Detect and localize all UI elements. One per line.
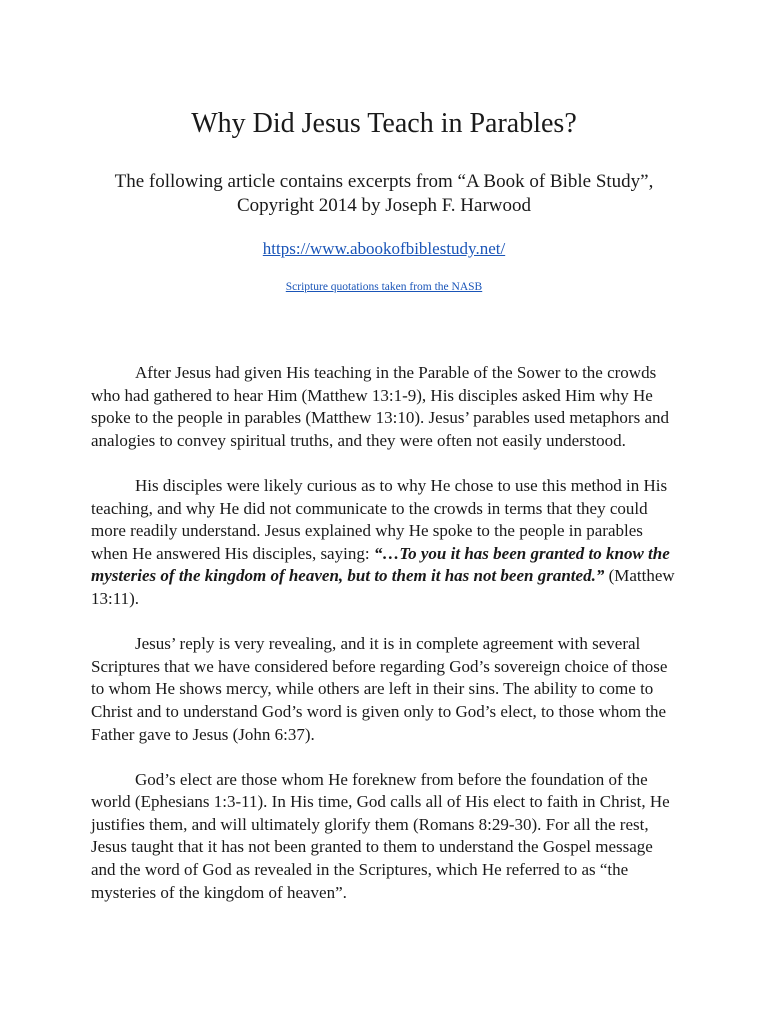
paragraph-3: Jesus’ reply is very revealing, and it is in complete agreement with several Scriptures that we have considered before regarding God’s sovereign choice of those to whom He shows mercy, while others are left in their sins. The ability to come to Christ and to understand God’s word is given only to God’s elect, to those whom the Father gave to Jesus (John 6:37). (91, 634, 668, 744)
paragraph-2-text: His disciples were likely curious as to why He chose to use this method in His teaching, and why He did not communicate to the crowds in terms that they could more readily understand. Jesus explained why He spoke to the people in parables when He answered His disciples, saying: (91, 475, 668, 563)
page-title: Why Did Jesus Teach in Parables? (191, 108, 577, 139)
paragraph-4: God’s elect are those whom He foreknew from before the foundation of the world (Ephesians 1:3-11). In His time, God calls all of His elect to faith in Christ, He justifies them, and will ultimately glorify them (Romans 8:29-30). For all the rest, Jesus taught that it has not been granted to them to understand the Gospel message and the word of God as revealed in the Scriptures, which He referred to as “the mysteries of the kingdom of heaven”. (91, 769, 670, 902)
article-body (91, 362, 681, 927)
site-link-container (0, 238, 768, 260)
scripture-note-link[interactable]: Scripture quotations taken from the NASB (285, 281, 483, 293)
scripture-quote: “…To you it has been granted to know the mysteries of the kingdom of heaven, but to them it has not been granted.” (91, 543, 670, 586)
paragraph-2 (91, 475, 681, 611)
subtitle-line-1: The following article contains excerpts from “A Book of Bible Study”, (114, 171, 654, 192)
website-link[interactable]: https://www.abookofbiblestudy.net/ (262, 239, 506, 258)
subtitle-line-2: Copyright 2014 by Joseph F. Harwood (236, 195, 532, 216)
paragraph-1: After Jesus had given His teaching in the Parable of the Sower to the crowds who had gathered to hear Him (Matthew 13:1-9), His disciples asked Him why He spoke to the people in parables (Matthew 13:10). Jesus’ parables used metaphors and analogies to convey spiritual truths, and they were often not easily understood. (91, 363, 669, 450)
subtitle (60, 170, 708, 218)
scripture-reference: (Matthew 13:11). (91, 566, 675, 608)
scripture-note-container (0, 279, 768, 295)
